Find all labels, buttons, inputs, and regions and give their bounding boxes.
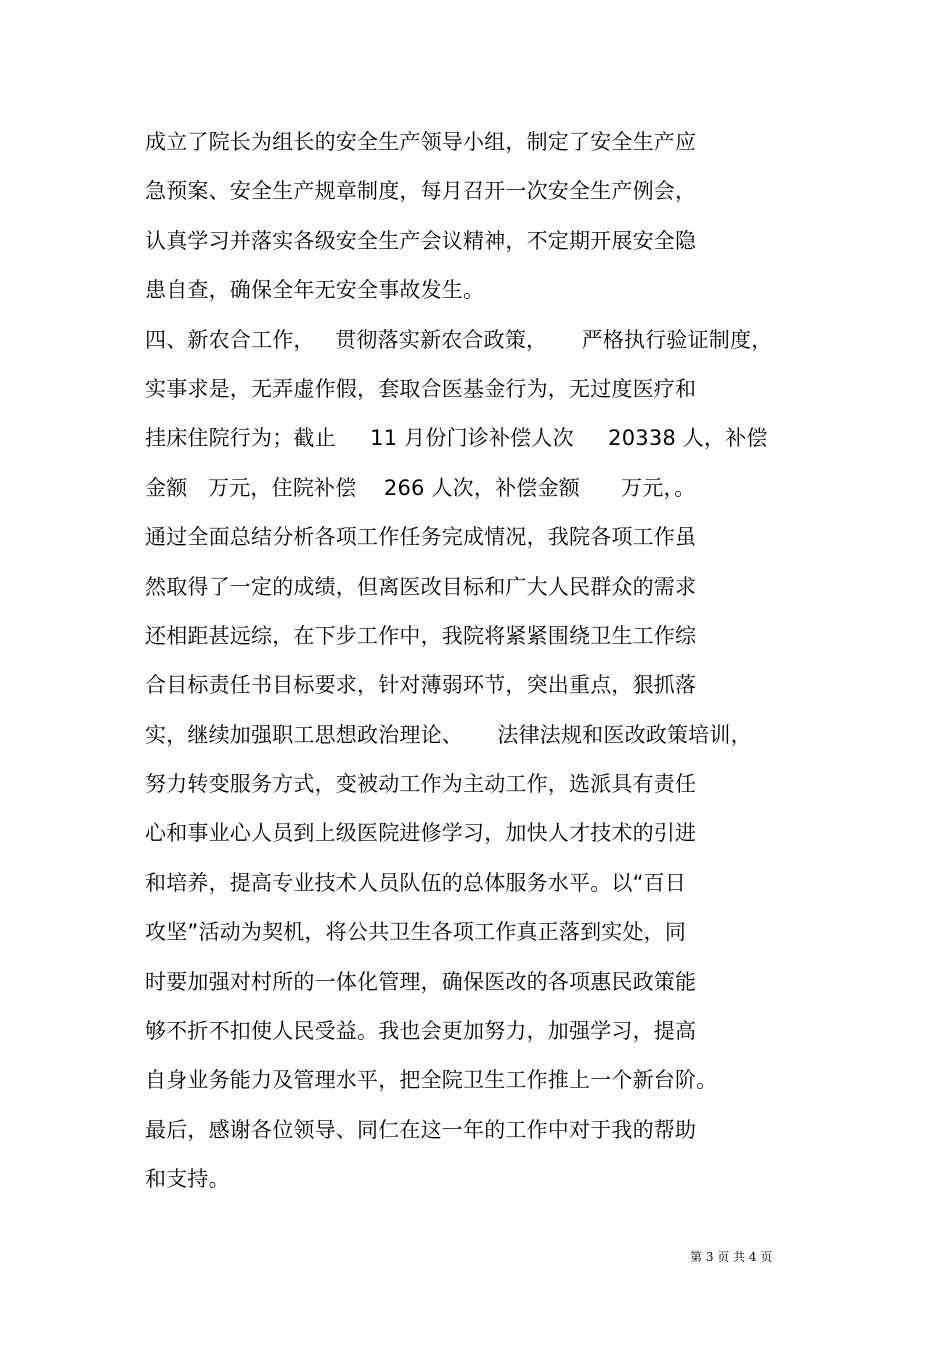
page-number-footer: 第 3 页 共 4 页 <box>690 1250 773 1264</box>
text-line: 够不折不扣使人民受益。我也会更加努力，加强学习，提高 <box>145 1019 697 1044</box>
text-line: 和培养，提高专业技术人员队伍的总体服务水平。以“百日 <box>145 870 687 895</box>
text-line: 心和事业心人员到上级医院进修学习，加快人才技术的引进 <box>145 821 697 846</box>
text-line: 最后，感谢各位领导、同仁在这一年的工作中对于我的帮助 <box>145 1117 697 1142</box>
text-line: 和支持。 <box>145 1167 230 1192</box>
text-line: 急预案、安全生产规章制度，每月召开一次安全生产例会， <box>145 179 697 204</box>
text-line: 还相距甚远综，在下步工作中，我院将紧紧围绕卫生工作综 <box>145 623 697 648</box>
text-line: 患自查，确保全年无安全事故发生。 <box>145 278 485 303</box>
text-line: 攻坚”活动为契机，将公共卫生各项工作真正落到实处，同 <box>145 920 687 945</box>
text-line: 挂床住院行为；截止 11 月份门诊补偿人次 20338 人，补偿 <box>145 426 768 451</box>
text-line: 时要加强对村所的一体化管理，确保医改的各项惠民政策能 <box>145 969 697 994</box>
text-line: 努力转变服务方式，变被动工作为主动工作，选派具有责任 <box>145 772 697 797</box>
text-line: 金额 万元，住院补偿 266 人次，补偿金额 万元，。 <box>145 475 696 500</box>
text-line: 然取得了一定的成绩，但离医改目标和广大人民群众的需求 <box>145 574 697 599</box>
body-text <box>145 118 845 1205</box>
text-line: 实事求是，无弄虚作假，套取合医基金行为，无过度医疗和 <box>145 376 697 401</box>
text-line: 四、新农合工作， 贯彻落实新农合政策， 严格执行验证制度， <box>145 327 773 352</box>
text-line: 认真学习并落实各级安全生产会议精神，不定期开展安全隐 <box>145 228 697 253</box>
text-line: 通过全面总结分析各项工作任务完成情况，我院各项工作虽 <box>145 525 697 550</box>
text-line: 实，继续加强职工思想政治理论、 法律法规和医改政策培训， <box>145 722 752 747</box>
text-line: 成立了院长为组长的安全生产领导小组，制定了安全生产应 <box>145 130 697 154</box>
text-line: 自身业务能力及管理水平，把全院卫生工作推上一个新台阶。 <box>145 1068 718 1093</box>
text-line: 合目标责任书目标要求，针对薄弱环节，突出重点，狠抓落 <box>145 673 697 698</box>
